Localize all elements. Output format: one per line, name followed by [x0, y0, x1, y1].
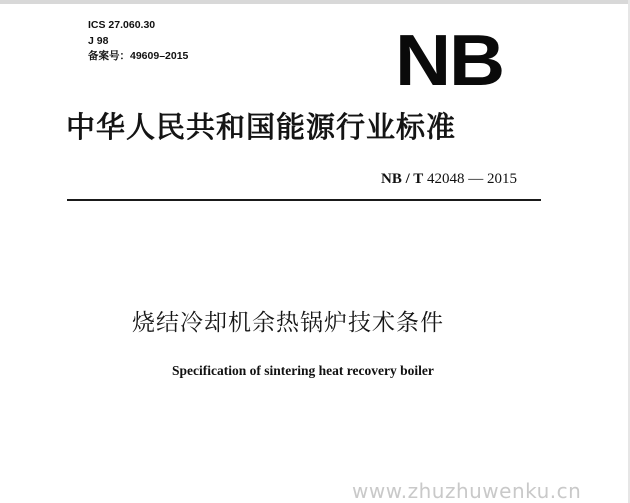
nb-logo: NB	[395, 21, 503, 101]
ics-code: ICS 27.060.30	[88, 19, 156, 31]
filing-number: 备案号：49609–2015	[88, 50, 189, 62]
classification-code: J 98	[88, 35, 109, 47]
site-watermark: www.zhuzhuwenku.cn	[352, 479, 582, 503]
standard-number-value: 42048 — 2015	[427, 171, 517, 187]
standard-number-prefix: NB / T	[381, 171, 424, 187]
document-title-english: Specification of sintering heat recovery boiler	[172, 363, 434, 378]
document-title-chinese: 烧结冷却机余热锅炉技术条件	[132, 310, 444, 336]
standard-number	[381, 170, 517, 188]
organization-title: 中华人民共和国能源行业标准	[66, 110, 457, 144]
document-page	[0, 4, 626, 503]
header-divider	[67, 199, 541, 201]
